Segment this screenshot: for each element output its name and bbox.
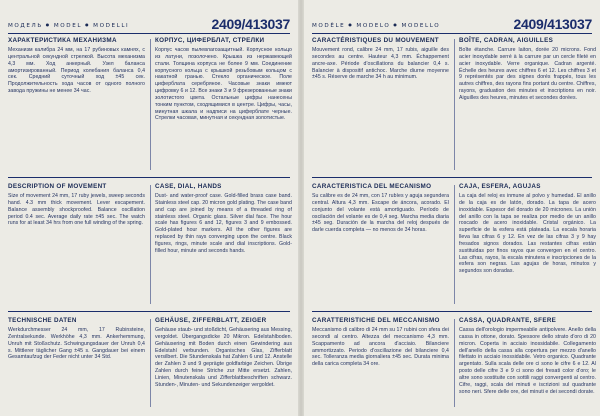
section-french bbox=[312, 37, 596, 172]
section-german bbox=[8, 317, 290, 409]
section-body: Корпус часов пылевлагозащитный. Корпусное кольцо из латуни, позолочено. Крышка из нержавеющей стали. Толщина корпуса не более 9 мм. Соединение корпусного кольца с крышкой резьбовым кольцом с накатной гранью. Стекло органическое. Поле циферблата серебряное. Часовые знаки имеют цифровку 6 и 12. Все знаки 3 и 9 фрезерованные знаки золотистого цвета. Остальные цифры нанесены тонким пунктом, сходящимися в центре. Цифры, часы, минутная шкала и надписи на циферблате черные. Стрелки часовая, минутная и секундная золотистые. bbox=[155, 47, 292, 122]
section-english bbox=[8, 183, 290, 306]
section-divider bbox=[8, 177, 290, 178]
section-body: Meccanismo di calibro di 24 mm su 17 rubini con sfera dei secondi al centro. Altezza del meccanismo 4,3 mm. Scappamento ad ancora d'acciaio. Bilanciere ammortizzato. Periodo d'oscillazione del bilanciere 0,4 sec. Tolleranza media giornaliera ±45 sec. Durata minima della carica completa 34 ore. bbox=[312, 327, 449, 368]
movement-column bbox=[312, 183, 449, 234]
section-divider bbox=[8, 311, 290, 312]
model-label-ru: МОДЕЛЬ bbox=[8, 23, 43, 29]
model-number: 2409/413037 bbox=[211, 16, 290, 32]
section-title: CARACTÉRISTIQUES DU MOUVEMENT bbox=[312, 37, 439, 44]
section-body: Su calibre es de 24 mm, con 17 rubíes y aguja segundera central. Altura 4,3 mm. Escape de áncora, acorado. El conjunto del volante está amortiguado. Período de oscilación del volante es de 0,4 seg. Marcha media diaria ±45 seg. Duración de la marcha del reloj después de darle cuerda completa — no menos de 34 horas. bbox=[312, 193, 449, 234]
right-page-header bbox=[312, 16, 592, 36]
case-column bbox=[155, 183, 292, 255]
case-column bbox=[155, 37, 292, 122]
header-rule bbox=[8, 33, 290, 34]
section-body: Gehäuse staub- und stoßdicht, Gehäusering aus Messing, vergoldet. Übergangsdicke 20 Mikron. Edelstahlboden. Gehäusering mit Boden durch einen Gewindering aus Edelstahl verbunden. Organisches Glas, Zifferblatt versilbert. Die Stundenskala hat Zahlen 6 und 12. Anstelle der Zahlen 3 und 9 geprägte goldfarbige Zeichen. Übrige Zahlen durch feine Striche zur Mitte ersetzt. Zahlen, Linien, Minutenskala und Zifferblattbeschriften schwarz. Stunden-, Minuten- und Sekundenzeiger vergoldet. bbox=[155, 327, 292, 388]
section-title: TECHNISCHE DATEN bbox=[8, 317, 77, 324]
column-divider bbox=[454, 39, 455, 170]
section-divider bbox=[312, 311, 592, 312]
header-rule bbox=[312, 33, 592, 34]
case-column bbox=[459, 317, 596, 395]
model-label-it: MODELLO bbox=[401, 23, 441, 29]
section-body: Werkdurchmesser 24 mm, 17 Rubinsteine, Zentralsekunde. Werkhöhe 4,3 mm. Ankerhemmung, Unruh mit Stoßschutz. Schwingungsdauer der Unruh 0,4 s. Mittlerer täglicher Gang ±45 s. Gangdauer bei einem Gesamtaufzug der Feder nicht unter 34 Std. bbox=[8, 327, 145, 361]
section-body: La caja del reloj es inmune al polvo y humedad. El anillo de la caja es de latón, dorado. La tapa de acero inoxidable. Espesor del dorado de 20 micrones. La unión del anillo con la tapa se realiza por medio de un anillo roscado de acero inoxidable. Cristal orgánico. La superficie de la esfera está plateada. La escala horaria lleva las cifras 6 y 12. En vez de las cifras 3 y 9 hay fresados signos dorados. Las restantes cifras están sustituidas por finos rayos que convergen en el centro. Las cifras, rayos, la escala minutera e inscripciones de la esfera son negras. Las agujas de horas, minutos y segundos son doradas. bbox=[459, 193, 596, 275]
case-column bbox=[459, 183, 596, 275]
section-title: КОРПУС, ЦИФЕРБЛАТ, СТРЕЛКИ bbox=[155, 37, 265, 44]
section-title: CARATTERISTICHE DEL MECCANISMO bbox=[312, 317, 440, 324]
model-label-fr: MODÈLE bbox=[312, 23, 346, 29]
movement-column bbox=[8, 317, 145, 361]
left-page bbox=[0, 0, 298, 416]
column-divider bbox=[150, 185, 151, 304]
column-divider bbox=[150, 319, 151, 407]
section-body: Boîte étanche. Carrure laiton, dorée 20 microns. Fond acier inoxydable serré à la carrure par un cercle fileté en acier inoxydable. Verre organique. Cadran argenté. Échelle des heures avec chiffres 6 et 12. Les chiffres 3 et 9 représentés par des signes dorés frappés, tous les autres chiffres, des rayons fins portant du centre. Chiffres, rayons, graduation des minutes et inscriptions en noir. Aiguilles des heures, minutes et secondes dorées. bbox=[459, 47, 596, 101]
column-divider bbox=[454, 185, 455, 304]
section-italian bbox=[312, 317, 596, 409]
bullet-icon: ● bbox=[85, 22, 91, 27]
section-body: Механизм калибра 24 мм, на 17 рубиновых камнях, с центральной секундной стрелкой. Высота механизма 4,3 мм. Ход анкерный. Узел баланса амортизированный. Период колебания баланса 0,4 сек. Средний суточный ход ±45 сек. Продолжительность хода часов от одного полного завода пружины не менее 34 час. bbox=[8, 47, 145, 95]
section-russian bbox=[8, 37, 290, 172]
section-title: ХАРАКТЕРИСТИКА МЕХАНИЗМА bbox=[8, 37, 117, 44]
model-label-it: MODELLI bbox=[93, 23, 130, 29]
section-spanish bbox=[312, 183, 596, 306]
model-label-es: MODELO bbox=[356, 23, 391, 29]
column-divider bbox=[454, 319, 455, 407]
column-divider bbox=[150, 39, 151, 170]
left-page-header bbox=[8, 16, 290, 36]
right-page bbox=[304, 0, 600, 416]
movement-column bbox=[312, 37, 449, 81]
section-title: CAJA, ESFERA, AGUJAS bbox=[459, 183, 541, 190]
section-title: CASE, DIAL, HANDS bbox=[155, 183, 222, 190]
section-title: CASSA, QUADRANTE, SFERE bbox=[459, 317, 557, 324]
section-divider bbox=[312, 177, 592, 178]
model-label-en: MODEL bbox=[53, 23, 83, 29]
section-title: DESCRIPTION OF MOVEMENT bbox=[8, 183, 107, 190]
movement-column bbox=[312, 317, 449, 368]
section-title: BOÎTE, CADRAN, AIGUILLES bbox=[459, 37, 554, 44]
model-labels bbox=[8, 23, 129, 29]
model-number: 2409/413037 bbox=[513, 16, 592, 32]
section-title: GEHÄUSE, ZIFFERBLATT, ZEIGER bbox=[155, 317, 267, 324]
section-body: Mouvement rond, calibre 24 mm, 17 rubis, aiguille des secondes au centre. Hauteur 4,3 mm. Échappement ancre-axe. Période d'oscillations du balancier 0,4 s. Balancier à dispositif antichoc. Marche diurne moyenne ±45 s. Réserve de marche 34 h au minimum. bbox=[312, 47, 449, 81]
bullet-icon: ● bbox=[45, 22, 51, 27]
movement-column bbox=[8, 37, 145, 95]
model-labels bbox=[312, 23, 440, 29]
case-column bbox=[459, 37, 596, 102]
bullet-icon: ● bbox=[348, 22, 354, 27]
section-body: Size of movement 24 mm, 17 ruby jewels, sweep seconds hand. 4.3 mm thick movement. Lever escapement. Balance assembly shockproofed. Balance oscillation period 0.4 sec. Average daily rate ±45 sec. The watch runs for at least 34 hrs from one full winding of the spring. bbox=[8, 193, 145, 227]
section-body: Cassa dell'orologio impermeabile antipolvere. Anello della cassa in ottone, dorato. Spessore dello strato d'oro di 20 micron. Coperta in acciaio inossidabile. Collegamento dell'anello della cassa alla copertura per mezzo d'anello filettato in acciaio inossidabile. Vetro organico. Quadrante argentato. Sulla scala delle ore ci sono le cifre 6 e 12. Al posto delle cifre 3 e 9 ci sono dei fresati color d'oro; le altre sono sostituite con sottili raggi convergenti al centro. Cifre, raggi, scala dei minuti e iscrizioni sul quadrante sono neri. Sfere delle ore, dei minuti e dei secondi dorate. bbox=[459, 327, 596, 395]
case-column bbox=[155, 317, 292, 389]
movement-column bbox=[8, 183, 145, 227]
bullet-icon: ● bbox=[393, 22, 399, 27]
section-body: Dust- and water-proof case. Gold-filled brass case band. Stainless steel cap. 20 micron gold plating. The case band and cap are joined by means of a threaded ring of stainless steel. Organic glass. Silver dial face. The hour scale has figures 6 and 12, figures 3 and 9 embossed. Gold-plated hour markers. All the other figures are replaced by thin rays converging upon the centre. Black figures, rings, minute scale and dial inscriptions. Gold-filled hour, minute and seconds hands. bbox=[155, 193, 292, 254]
section-title: CARACTERISTICA DEL MECANISMO bbox=[312, 183, 432, 190]
